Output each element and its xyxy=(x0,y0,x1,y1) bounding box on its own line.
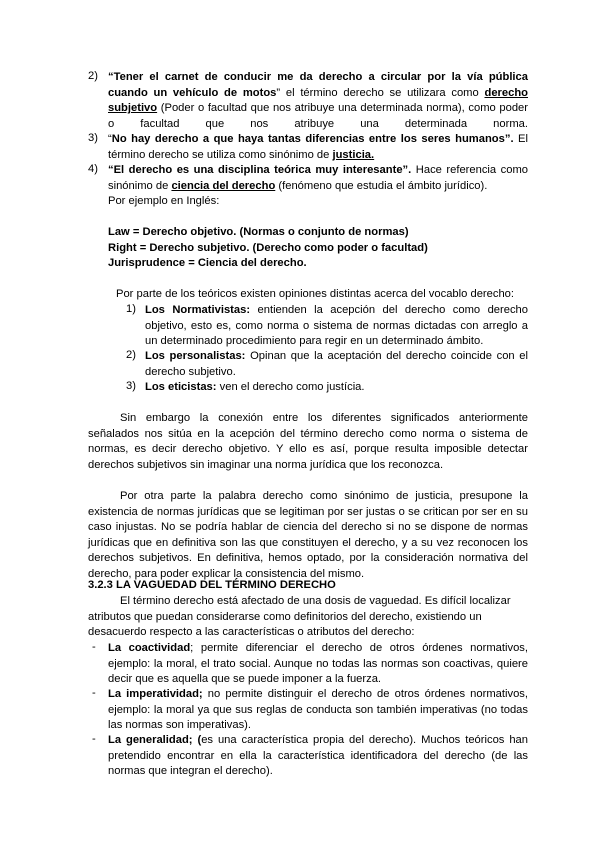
term-justicia: justicia. xyxy=(332,148,375,161)
list-number: 2) xyxy=(126,349,136,361)
paragraph-2: Por otra parte la palabra derecho como sinónimo de justicia, presupone la existencia de normas jurídicas que se legitiman por ser justas o se critican por ser en su caso injustas. No se podría hablar de ciencia del derecho si no se dispone de normas jurídicas que en definitiva son las que constituyen el derecho, y a su vez reconocen los derechos subjetivos. En definitiva, hemos optado, por la consideración normativa del derecho, para poder explicar la consistencia del mismo. xyxy=(88,490,528,580)
paragraph-1: Sin embargo la conexión entre los diferentes significados anteriormente señalados nos sitúa en la acepción del término derecho como norma o sistema de normas, es decir derecho objetivo. Y ello es así, porque resulta imposible detectar derechos subjetivos sin imaginar una norma jurídica que los reconozca. xyxy=(88,412,528,471)
list-number: 4) xyxy=(88,163,98,175)
list-item-2: “Tener el carnet de conducir me da derecho a circular por la vía pública cuando un vehículo de motos” el término derecho se utilizara como derecho subjetivo (Poder o facultad que nos atribuye una determinada norma), como poder o facultad que nos atribuye una determinada norma. xyxy=(108,71,529,130)
attribute-imperatividad: La imperatividad; no permite distinguir el derecho de otros órdenes normativos, ejemplo: la moral ya que sus reglas de conducta son también imperativas (no todas las normas son imperativas). xyxy=(108,688,528,732)
english-term-law: Law = Derecho objetivo. (Normas o conjunto de normas) xyxy=(108,226,409,238)
list-number: 1) xyxy=(126,303,136,315)
list-item-3: “No hay derecho a que haya tantas diferencias entre los seres humanos”. El término derecho se utiliza como sinónimo de justicia. xyxy=(108,133,528,161)
list-number: 3) xyxy=(126,380,136,392)
attribute-generalidad: La generalidad; (es una característica propia del derecho). Muchos teóricos han pretendido encontrar en ella la característica identificadora del derecho (de las normas que integran el derecho). xyxy=(108,734,528,778)
list-number: 2) xyxy=(88,70,98,82)
attribute-coactividad: La coactividad; permite diferenciar el derecho de otros órdenes normativos, ejemplo: la moral, el trato social. Aunque no todas las normas son coactivas, quiere decir que es aquella que se puede imponer a la fuerza. xyxy=(108,642,529,686)
theorist-eticistas: Los eticistas: ven el derecho como justícia. xyxy=(145,381,365,393)
theorist-normativistas: Los Normativistas: entienden la acepción del derecho como derecho objetivo, esto es, como norma o sistema de normas dictadas con arreglo a un determinado procedimiento para regir en un determinado ámbito. xyxy=(145,304,528,348)
theorist-personalistas: Los personalistas: Opinan que la aceptación del derecho coincide con el derecho subjetivo. xyxy=(145,350,529,378)
section-intro: El término derecho está afectado de una dosis de vaguedad. Es difícil localizar atributos que puedan considerarse como definitorios del derecho, existiendo un desacuerdo respecto a las características o atributos del derecho: xyxy=(88,595,511,639)
english-term-right: Right = Derecho subjetivo. (Derecho como poder o facultad) xyxy=(108,242,428,254)
quote-bold: “El derecho es una disciplina teórica muy interesante”. xyxy=(108,164,412,176)
example-label: Por ejemplo en Inglés: xyxy=(108,195,220,207)
bullet-dash: - xyxy=(92,733,96,745)
bullet-dash: - xyxy=(92,687,96,699)
quote-bold: No hay derecho a que haya tantas diferencias entre los seres humanos”. xyxy=(111,133,514,145)
english-term-jurisprudence: Jurisprudence = Ciencia del derecho. xyxy=(108,257,307,269)
term-derecho-subjetivo: derecho subjetivo xyxy=(108,86,529,115)
list-item-4: “El derecho es una disciplina teórica muy interesante”. Hace referencia como sinónimo de ciencia del derecho (fenómeno que estudia el ámbito jurídico). xyxy=(108,164,528,192)
quote-bold: “Tener el carnet de conducir me da derecho a circular por la vía pública cuando un vehículo de motos xyxy=(108,71,528,99)
bullet-dash: - xyxy=(92,641,96,653)
theorists-intro: Por parte de los teóricos existen opiniones distintas acerca del vocablo derecho: xyxy=(116,288,515,300)
term-ciencia-del-derecho: ciencia del derecho xyxy=(171,179,276,192)
list-number: 3) xyxy=(88,132,98,144)
section-heading: 3.2.3 LA VAGUEDAD DEL TÉRMINO DERECHO xyxy=(88,579,336,591)
